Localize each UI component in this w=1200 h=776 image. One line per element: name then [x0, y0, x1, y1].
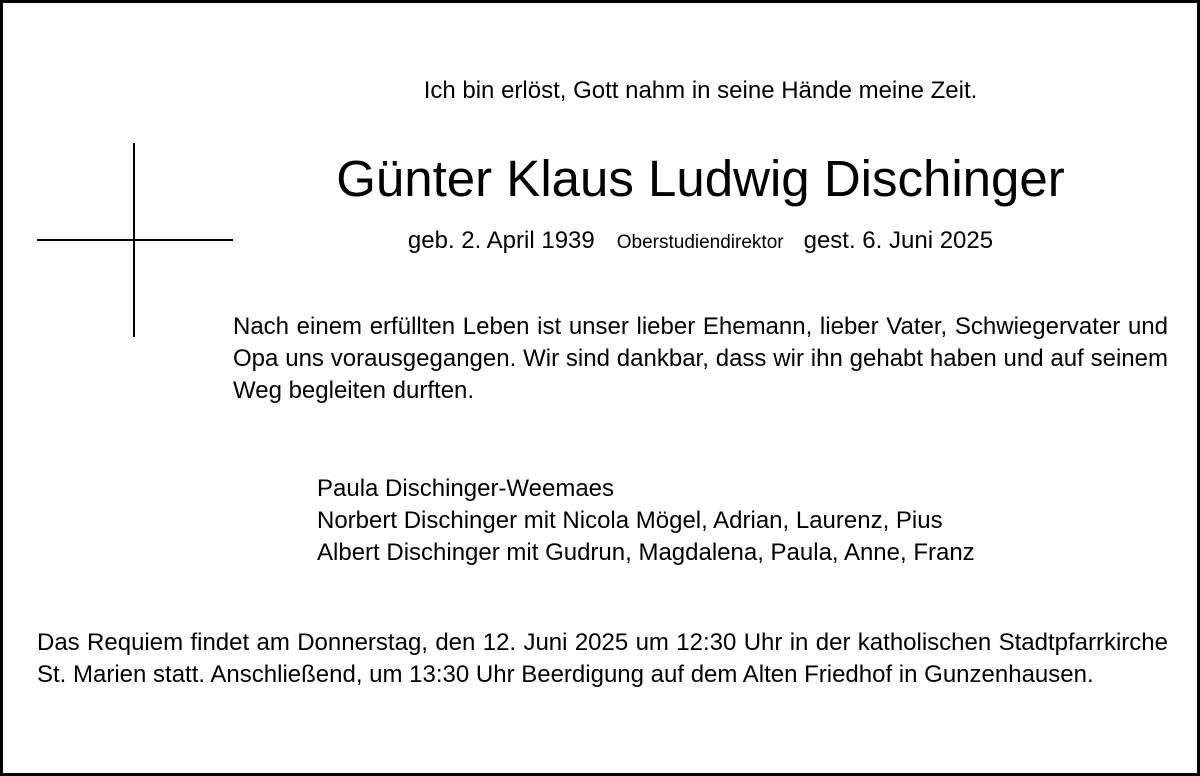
- cross-horizontal-bar: [37, 239, 233, 241]
- birth-date: geb. 2. April 1939: [407, 227, 595, 254]
- mourner-line: Albert Dischinger mit Gudrun, Magdalena, Paula, Anne, Franz: [317, 539, 975, 566]
- mourner-line: Paula Dischinger-Weemaes: [317, 475, 615, 502]
- service-paragraph: Das Requiem findet am Donnerstag, den 12. Juni 2025 um 12:30 Uhr in der katholischen Stadtpfarrkirche St. Marien statt. Anschließend, um 13:30 Uhr Beerdigung auf dem Alten Friedhof in Gunzenhausen.: [37, 629, 1168, 688]
- intro-paragraph: Nach einem erfüllten Leben ist unser lieber Ehemann, lieber Vater, Schwiegervater und Opa uns vorausgegangen. Wir sind dankbar, dass wir ihn gehabt haben und auf seinem Weg begleiten durften.: [233, 313, 1168, 404]
- deceased-name: Günter Klaus Ludwig Dischinger: [336, 150, 1065, 207]
- profession: Oberstudiendirektor: [616, 232, 784, 253]
- life-dates: [233, 225, 1168, 259]
- mourner-line: Norbert Dischinger mit Nicola Mögel, Adrian, Laurenz, Pius: [317, 507, 943, 534]
- cross-icon: [37, 143, 233, 339]
- death-date: gest. 6. Juni 2025: [803, 227, 994, 254]
- mourners-list: [317, 473, 975, 569]
- motto-text: Ich bin erlöst, Gott nahm in seine Hände meine Zeit.: [423, 77, 978, 104]
